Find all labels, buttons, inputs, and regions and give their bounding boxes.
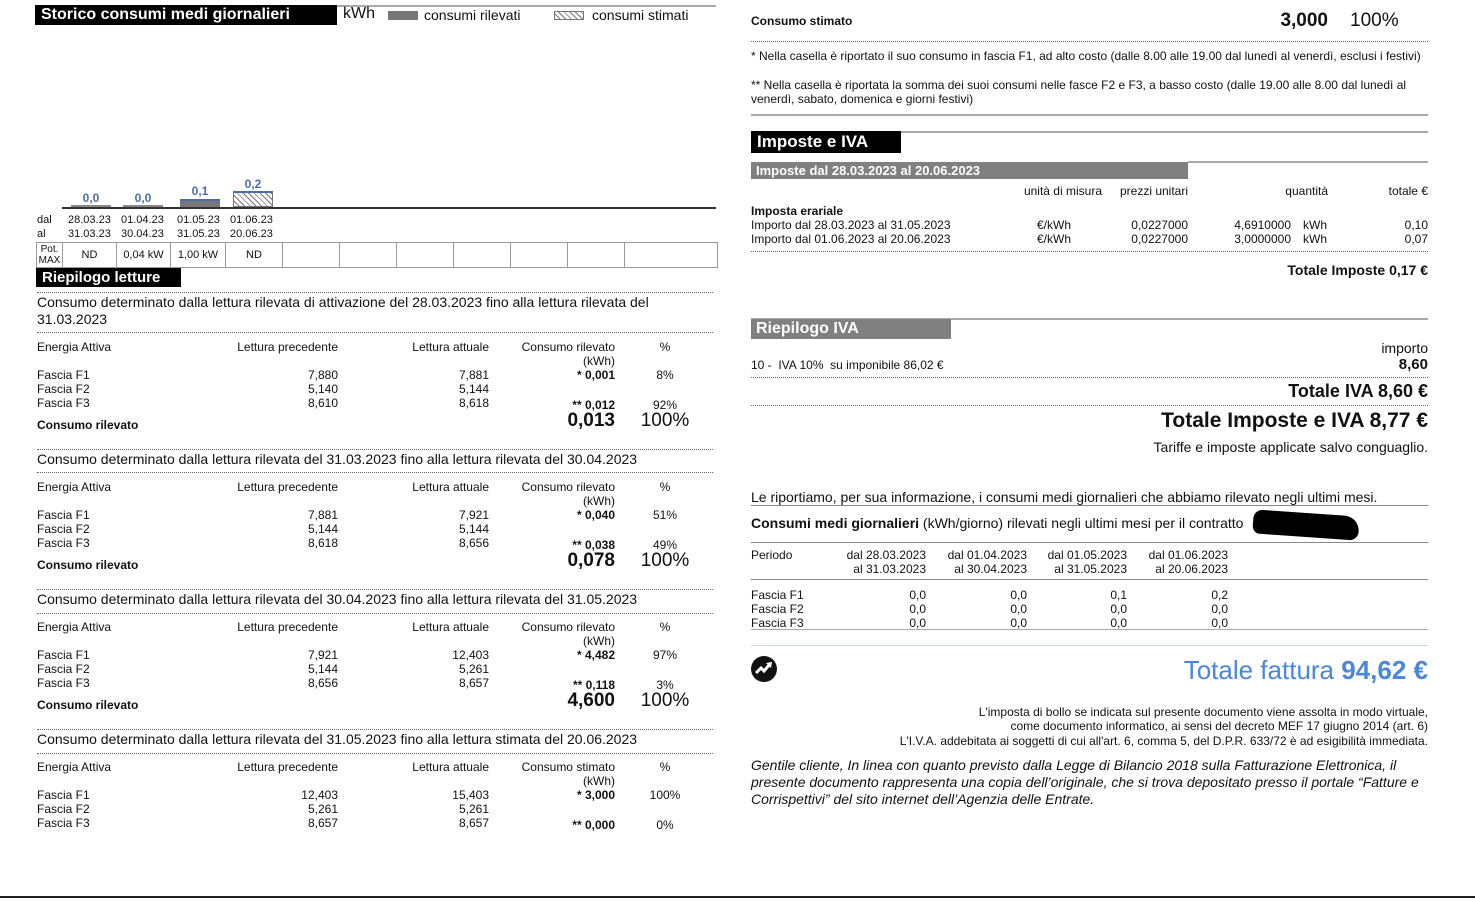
divider bbox=[751, 377, 1428, 378]
totale-fattura: Totale fattura 94,62 € bbox=[1183, 655, 1428, 685]
col-header: totale € bbox=[1388, 184, 1428, 198]
section-title: Consumo determinato dalla lettura rilevata del 31.03.2023 fino alla lettura rilevata del 30.04.2023 bbox=[37, 451, 638, 467]
table-row: Fascia F2 5,144 5,261 bbox=[37, 662, 489, 676]
divider bbox=[37, 332, 713, 333]
tariffe-note: Tariffe e imposte applicate salvo conguaglio. bbox=[1153, 439, 1428, 455]
divider bbox=[37, 292, 713, 293]
pot-max-cell bbox=[625, 243, 717, 267]
consumo-stimato-value: 3,000 bbox=[1280, 10, 1328, 31]
divider bbox=[37, 729, 713, 730]
col-header: Consumo rilevato bbox=[521, 340, 615, 354]
consumo-stimato-pct: 100% bbox=[1350, 10, 1399, 31]
col-header: unità di misura bbox=[1023, 184, 1102, 198]
pot-max-cell bbox=[397, 243, 454, 267]
bar-value-label: 0,2 bbox=[244, 177, 262, 191]
table-row: Fascia F3 8,656 8,657 ** 0,118 3% bbox=[37, 676, 674, 692]
total-row: Consumo rilevato 0,013 100% bbox=[37, 410, 690, 432]
importo-label: importo bbox=[1381, 340, 1428, 356]
table-row: Fascia F3 0,0 0,0 0,0 0,0 bbox=[751, 616, 1228, 630]
pot-max-cell bbox=[454, 243, 511, 267]
col-header: Lettura attuale bbox=[412, 340, 489, 354]
legend-rilevati: consumi rilevati bbox=[424, 7, 521, 23]
totale-imposte: Totale Imposte 0,17 € bbox=[1287, 262, 1428, 278]
period-header: dal 01.04.2023 al 30.04.2023 bbox=[947, 548, 1027, 576]
pot-max-cell: ND bbox=[63, 243, 117, 267]
bar-value-label: 0,1 bbox=[191, 184, 209, 198]
consumi-medi-table bbox=[751, 548, 1428, 630]
section-title: Consumo determinato dalla lettura rilevata di attivazione del 28.03.2023 fino alla lettura rilevata del 31.03.2023 bbox=[37, 294, 649, 327]
divider bbox=[900, 131, 1428, 133]
divider bbox=[751, 251, 1428, 252]
section-title: Consumo determinato dalla lettura rilevata del 30.04.2023 fino alla lettura rilevata del 31.05.2023 bbox=[37, 591, 638, 607]
riepilogo-iva-title: Riepilogo IVA bbox=[751, 319, 951, 339]
col-header: prezzi unitari bbox=[1119, 184, 1188, 198]
divider bbox=[751, 542, 1428, 543]
total-row: Consumo rilevato 4,600 100% bbox=[37, 690, 690, 712]
col-header: Periodo bbox=[751, 548, 793, 562]
table-row: Fascia F3 8,610 8,618 ** 0,012 92% bbox=[37, 396, 678, 412]
bar-value-label: 0,0 bbox=[134, 191, 152, 205]
table-row: Importo dal 28.03.2023 al 31.05.2023 €/kWh 0,0227000 4,6910000 kWh 0,10 bbox=[751, 218, 1428, 232]
note-f1: * Nella casella è riportato il suo consumo in fascia F1, ad alto costo (dalle 8.00 alle 19.00 dal lunedì al venerdì, esclusi i festivi) bbox=[751, 49, 1421, 63]
imposte-subtitle: Imposte dal 28.03.2023 al 20.06.2023 bbox=[751, 162, 1188, 179]
pot-max-cell bbox=[283, 243, 340, 267]
consumi-medi-title: Consumi medi giornalieri (kWh/giorno) rilevati negli ultimi mesi per il contratto bbox=[751, 515, 1244, 531]
dal-date: 01.06.23 bbox=[230, 214, 273, 226]
divider bbox=[751, 405, 1428, 406]
dal-date: 28.03.23 bbox=[68, 214, 111, 226]
iva-row-desc: 10 - IVA 10% su imponibile 86,02 € bbox=[751, 358, 944, 372]
al-date: 30.04.23 bbox=[121, 228, 164, 240]
redacted-contract-number bbox=[1252, 509, 1359, 540]
divider bbox=[751, 629, 1428, 630]
dal-date: 01.04.23 bbox=[121, 214, 164, 226]
legend-rilevati-swatch bbox=[388, 11, 418, 20]
period-header: dal 01.06.2023 al 20.06.2023 bbox=[1148, 548, 1228, 576]
totale-imposte-iva: Totale Imposte e IVA 8,77 € bbox=[1161, 409, 1428, 432]
bar-value-label: 0,0 bbox=[82, 191, 100, 205]
pot-max-cell: ND bbox=[226, 243, 283, 267]
table-row: Importo dal 01.06.2023 al 20.06.2023 €/kWh 0,0227000 3,0000000 kWh 0,07 bbox=[751, 232, 1428, 246]
table-row: Fascia F1 7,881 7,921 * 0,040 51% bbox=[37, 508, 678, 522]
table-row: Fascia F1 7,880 7,881 * 0,001 8% bbox=[37, 368, 674, 382]
brand-logo-icon bbox=[751, 656, 777, 682]
divider bbox=[751, 645, 1428, 646]
total-row: Consumo rilevato 0,078 100% bbox=[37, 550, 690, 572]
al-label: al bbox=[37, 228, 46, 240]
table-row: Fascia F3 8,618 8,656 ** 0,038 49% bbox=[37, 536, 678, 552]
table-row: Fascia F3 8,657 8,657 ** 0,000 0% bbox=[37, 816, 674, 832]
col-header: % bbox=[659, 340, 671, 354]
divider bbox=[751, 114, 1428, 116]
divider bbox=[751, 41, 1428, 42]
al-date: 31.03.23 bbox=[68, 228, 111, 240]
pot-max-cell bbox=[340, 243, 397, 267]
period-header: dal 01.05.2023 al 31.05.2023 bbox=[1047, 548, 1127, 576]
pot-max-cell bbox=[511, 243, 568, 267]
dal-label: dal bbox=[37, 214, 52, 226]
readings-table: Energia Attiva Lettura precedente Lettura attuale Consumo stimato % (kWh) Fascia F1 12,403 15,403 * 3,000 100% Fascia F2 5,261 5,261 Fascia F3 8,657 8,657 ** 0,000 0% bbox=[37, 760, 713, 830]
table-row: Fascia F2 5,261 5,261 bbox=[37, 802, 489, 816]
dal-date: 01.05.23 bbox=[177, 214, 220, 226]
pot-max-row bbox=[36, 242, 718, 268]
section-title: Consumo determinato dalla lettura rilevata del 31.05.2023 fino alla lettura stimata del 20.06.2023 bbox=[37, 731, 638, 747]
note-f23: ** Nella casella è riportata la somma dei suoi consumi nelle fasce F2 e F3, a basso costo (dalle 19.00 alle 8.00 dal lunedì al venerdì, sabato, domenica e giorni festivi) bbox=[751, 78, 1407, 106]
pot-max-cell bbox=[568, 243, 625, 267]
bar-stimato bbox=[233, 191, 273, 207]
imposte-title: Imposte e IVA bbox=[751, 131, 901, 153]
period-header: dal 28.03.2023 al 31.03.2023 bbox=[846, 548, 926, 576]
legal-line-3: L'I.V.A. addebitata ai soggetti di cui all'art. 6, comma 5, del D.P.R. 633/72 è ad esigibilità immediata. bbox=[899, 734, 1428, 748]
consumi-intro: Le riportiamo, per sua informazione, i consumi medi giornalieri che abbiamo rilevato negli ultimi mesi. bbox=[751, 489, 1378, 505]
pot-max-cell: 0,04 kW bbox=[117, 243, 171, 267]
col-header: Energia Attiva bbox=[37, 340, 112, 354]
totale-iva: Totale IVA 8,60 € bbox=[1288, 381, 1428, 401]
divider bbox=[37, 753, 713, 754]
table-row: Fascia F2 5,144 5,144 bbox=[37, 522, 489, 536]
divider bbox=[37, 472, 713, 473]
legend-stimati: consumi stimati bbox=[592, 7, 689, 23]
fatturazione-elettronica-note: Gentile cliente, In linea con quanto previsto dalla Legge di Bilancio 2018 sulla Fatturazione Elettronica, il presente documento rappresenta una copia dell’originale, che si trova depositato presso il portale “Fatture e Corrispettivi” del sito internet dell’Agenzia delle Entrate. bbox=[751, 757, 1419, 807]
al-date: 31.05.23 bbox=[177, 228, 220, 240]
unit-label: kWh bbox=[343, 5, 375, 22]
col-header: Lettura precedente bbox=[237, 340, 338, 354]
table-row: Fascia F1 12,403 15,403 * 3,000 100% bbox=[37, 788, 681, 802]
page-bottom-rule bbox=[0, 896, 1475, 898]
imposta-erariale-label: Imposta erariale bbox=[751, 204, 844, 218]
readings-table: Energia Attiva Lettura precedente Lettura attuale Consumo rilevato % (kWh) Fascia F1 7,921 12,403 * 4,482 97% Fascia F2 5,144 5,261 Fascia F3 8,656 8,657 ** 0,118 3% Consumo rilevato 4,600 100% bbox=[37, 620, 713, 714]
divider bbox=[751, 505, 1428, 506]
table-row: Fascia F1 0,0 0,0 0,1 0,2 bbox=[751, 588, 1228, 602]
consumo-stimato-label: Consumo stimato bbox=[751, 14, 853, 28]
bar-rilevato bbox=[180, 199, 220, 207]
table-row: Fascia F2 5,140 5,144 bbox=[37, 382, 489, 396]
table-row: Fascia F2 0,0 0,0 0,0 0,0 bbox=[751, 602, 1228, 616]
divider bbox=[37, 613, 713, 614]
chart-baseline bbox=[62, 207, 716, 209]
riepilogo-letture-title: Riepilogo letture bbox=[36, 268, 181, 287]
legal-line-1: L'imposta di bollo se indicata sul presente documento viene assolta in modo virtuale, bbox=[978, 705, 1428, 719]
readings-table bbox=[37, 340, 713, 434]
divider bbox=[1188, 161, 1428, 163]
pot-max-label: Pot. MAX bbox=[37, 243, 63, 267]
divider bbox=[37, 449, 713, 450]
storico-title: Storico consumi medi giornalieri bbox=[35, 5, 337, 25]
iva-row-value: 8,60 bbox=[1398, 356, 1428, 373]
pot-max-cell: 1,00 kW bbox=[171, 243, 226, 267]
legal-line-2: come documento informatico, ai sensi del decreto MEF 17 giugno 2014 (art. 6) bbox=[1010, 719, 1428, 733]
legend-stimati-swatch bbox=[554, 11, 584, 20]
al-date: 20.06.23 bbox=[230, 228, 273, 240]
col-header: quantità bbox=[1285, 184, 1328, 198]
col-header-unit: (kWh) bbox=[583, 354, 615, 368]
readings-table: Energia Attiva Lettura precedente Lettura attuale Consumo rilevato % (kWh) Fascia F1 7,881 7,921 * 0,040 51% Fascia F2 5,144 5,144 Fascia F3 8,618 8,656 ** 0,038 49% Consumo rilevato 0,078 100% bbox=[37, 480, 713, 574]
table-row: Fascia F1 7,921 12,403 * 4,482 97% bbox=[37, 648, 678, 662]
divider bbox=[37, 589, 713, 590]
